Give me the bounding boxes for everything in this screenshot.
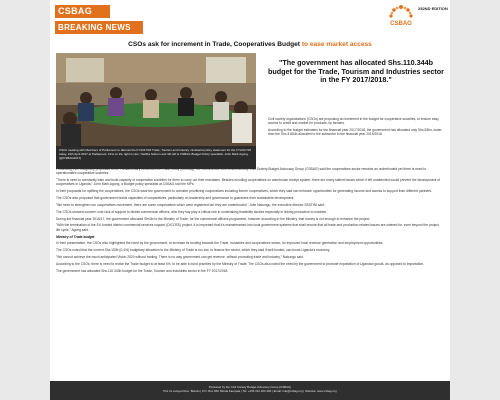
headline-main: CSOs ask for increment in Trade, Cooperatives Budget <box>128 41 302 48</box>
breaking-news-banner: BREAKING NEWS <box>55 21 143 34</box>
brand-banner: CSBAG <box>55 5 110 18</box>
footer-producer: Produced by the Civil Society Budget Advocacy Group (CSBAG) <box>208 385 292 389</box>
edition-label: 252ND EDITION <box>418 6 448 11</box>
body-paragraph: In their proposals for uplifting the cooperatives, the CSOs want the government to consider prioritizing cooperatives including former cooperatives, which they said can enhance opportunities for generating income and access to support from different partners. <box>56 189 432 194</box>
footer <box>50 381 450 400</box>
csbag-logo <box>386 3 416 31</box>
body-paragraph: The CSOs showed concern over lack of support to district commercial officers, who they say play a critical role in undertaking feasibility studies especially in linking production to markets. <box>56 209 327 214</box>
body-paragraph: In their presentation, the CSOs also highlighted the need by the government, to increase its funding towards the Trade, Industries and cooperatives sector, for improved local revenue generation and employment opportunities. <box>56 241 384 246</box>
newsletter-page <box>50 0 450 400</box>
pull-quote: "The government has allocated Shs.110.344b budget for the Trade, Tourism and Industries sector in the FY 2017/2018." <box>268 58 444 84</box>
body-paragraph: "We need to strengthen our cooperatives movement, there are some cooperatives which were registered but they are underfunded," Julie Nakungu, the executive director SEATINI said. <box>56 202 325 207</box>
headline-accent: to ease market access <box>301 41 372 48</box>
article-headline <box>50 41 450 48</box>
body-paragraph: The CSOs also proposed that government builds capacities of cooperatives, particularly on leadership and governance to guarantee their sustainable development. <box>56 196 295 201</box>
section-subheading: Ministry of Trade budget <box>56 234 95 239</box>
intro-paragraph: According to the budget estimates for the financial year 2017/2018, the government has allocated only Shs.53bn, lower than the Shs.3.684b allocated to the subsector in the financial year 2015/2016. <box>268 128 442 137</box>
intro-column <box>268 117 444 139</box>
body-paragraph: "There is need to constantly train and build capacity of cooperative societies for them to carry out their mandates. Besides enrolling cooperatives on warehouse receipt system, there are many salient issues which if left unattended would prevent the development of cooperatives in Uganda," John Mark Agong, a Budget policy specialist at CSBAG told the MPs. <box>56 178 441 187</box>
body-paragraph: During the financial year 2016/17, the government allocated Shs3b to the Ministry of Trade, for the commercial officers programme, however according to the Ministry, that money is not enough to enhance the project. <box>56 216 371 221</box>
body-paragraph: "With the termination of the EU funded district commercial services support (DICOSS) project, it is important that it's mainstreamed into local government systems that shall ensure that all trade and production related issues are catered for, even beyond the project life cycle," Agong said. <box>56 223 439 232</box>
body-paragraph: According to the CSOs, there is need to revise the Trade budget to at least 4%, to be able to fund priorities by the Ministry of Trade. The CSOs also noted the need by the government to promote exportation of Ugandan goods, as opposed to importation. <box>56 261 425 266</box>
svg-text:CSBAG: CSBAG <box>390 21 412 27</box>
body-paragraph: The government has allocated Shs.110.344b budget for the Trade, Tourism and Industries sector in the FY 2017/2018. <box>56 268 229 273</box>
meeting-photo <box>56 53 256 146</box>
footer-contact: Plot 11 Lutaya Drive, Bukoto | P.O. Box 660 Ntinda Kampala | Tel: +256 312 260 490 | Email: info@csbag.org | Website: www.csbag.org <box>163 389 337 393</box>
intro-paragraph: Civil society organizations (CSOs) are proposing an increment in the budget for cooperative societies, to ensure easy access to credit and market for products, by farmers. <box>268 117 439 126</box>
body-paragraph: Presenting their budgetary proposals to the Parliamentary committee on Trade today (Monday), the CSOs under their umbrella body Civil Society Budget Advocacy Group (CSBAG) said the cooperatives sector remains an underfunded yet there is need to operationalize cooperative societies. <box>56 167 427 176</box>
article-body <box>56 167 444 276</box>
body-paragraph: The CSOs noted that the current Shs.153b (0.4%) budgetary allocation to the Ministry of Trade is too low, to finance the sector, which they said if well funded, can boost Uganda's economy. <box>56 248 331 253</box>
photo-caption: CSOs meeting with Members of Parliament to discuss the FY2017/18 Trade, Tourism and Industry ministerial policy statement for the FY2017/18 today, 10th April 2017 at Parliament. First on the right is Hon. Naziba Nuhum and 4th left is CSBAG Budget Policy specialist, John Mark Agong. (@CSBAG2017) <box>56 146 256 169</box>
body-paragraph: "We cannot achieve the much anticipated Vision 2020 without trading. There is no way government can get revenue, without promoting trade and industry," Nakungu said. <box>56 255 304 260</box>
